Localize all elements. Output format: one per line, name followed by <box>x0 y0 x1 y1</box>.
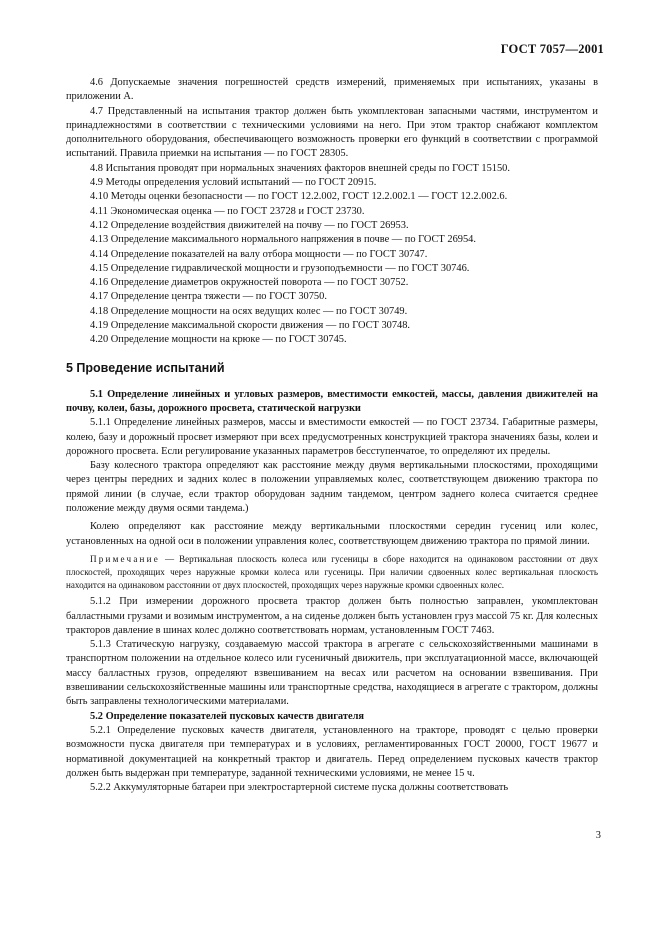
note-label: Примечание <box>90 553 160 564</box>
clause-4-6: 4.6 Допускаемые значения погрешностей средств измерений, применяемых при испытаниях, указаны в приложении А. <box>66 77 598 103</box>
page-body <box>66 76 598 795</box>
clause-4-7: 4.7 Представленный на испытания трактор должен быть укомплектован запасными частями, инструментом и принадлежностями в соответствии с техническими условиями на него. При этом трактор снабжают комплектом дополнительного оборудования, обеспечивающего возможность проверки его функций в соответствии с программой испытаний. Правила приемки на испытания — по ГОСТ 28305. <box>66 105 598 160</box>
subsection-5-1-title: 5.1 Определение линейных и угловых размеров, вместимости емкостей, массы, давления движителей на почву, колеи, базы, дорожного просвета, статической нагрузки <box>66 388 598 414</box>
clause-5-1-3: 5.1.3 Статическую нагрузку, создаваемую массой трактора в агрегате с сельскохозяйственными машинами в транспортном положении на отдельное колесо или гусеничный движитель, при эксплуатационной массе, включающей массу балластных грузов, определяют взвешиванием на весах или расчетом на основании взвешивания. При взвешивании сельскохозяйственные машины или транспортные средства, находящиеся в агрегате с трактором, должны быть заправлены технологическими материалами. <box>66 639 598 708</box>
clause-4-11: 4.11 Экономическая оценка — по ГОСТ 23728 и ГОСТ 23730. <box>90 205 365 217</box>
page-number: 3 <box>595 830 601 841</box>
clause-4-19: 4.19 Определение максимальной скорости движения — по ГОСТ 30748. <box>90 320 411 332</box>
section-5-title: 5 Проведение испытаний <box>66 360 225 375</box>
clause-4-20: 4.20 Определение мощности на крюке — по ГОСТ 30745. <box>90 334 347 346</box>
paragraph-wheelbase: Базу колесного трактора определяют как расстояние между двумя вертикальными плоскостями, проходящими через центры передних и задних колес в положении управляемых колес, соответствующем движению трактора по прямой линии (в случае, если трактор оборудован задним тандемом, центром заднего колеса считается среднее положение между двумя осями тандема.) <box>66 460 598 515</box>
clause-4-10: 4.10 Методы оценки безопасности — по ГОСТ 12.2.002, ГОСТ 12.2.002.1 — ГОСТ 12.2.002.6. <box>90 191 508 203</box>
clause-4-9: 4.9 Методы определения условий испытаний — по ГОСТ 20915. <box>90 177 377 189</box>
clause-4-13: 4.13 Определение максимального нормального напряжения в почве — по ГОСТ 26954. <box>90 234 476 246</box>
clause-4-8: 4.8 Испытания проводят при нормальных значениях факторов внешней среды по ГОСТ 15150. <box>90 162 510 174</box>
standard-code-header: ГОСТ 7057—2001 <box>500 42 604 56</box>
note-block <box>66 553 598 591</box>
paragraph-track-width: Колею определяют как расстояние между вертикальными плоскостями середин гусениц или колес, установленных на одной оси в положении управления колес, соответствующем движению трактора по прямой линии. <box>66 521 598 547</box>
clause-4-15: 4.15 Определение гидравлической мощности и грузоподъемности — по ГОСТ 30746. <box>90 262 470 274</box>
clause-4-14: 4.14 Определение показателей на валу отбора мощности — по ГОСТ 30747. <box>90 248 428 260</box>
note-text: — Вертикальная плоскость колеса или гусеницы в сборе находится на одинаковом расстоянии от двух плоскостей, проходящих через наружные кромки колеса или гусеницы. При наличии сдвоенных колес вертикальная плоскость находится на одинаковом расстоянии от двух плоскостей, проходящих через наружные кромки сдвоенных колес. <box>66 553 598 590</box>
clause-5-2-1: 5.2.1 Определение пусковых качеств двигателя, установленного на тракторе, проводят с целью проверки возможности пуска двигателя при температурах и в условиях, регламентированных ГОСТ 20000, ГОСТ 19677 и нормативной документацией на конкретный трактор и двигатель. Перед определением пусковых качеств трактор должен быть выдержан при температуре, заданной техническими условиями, не менее 15 ч. <box>66 724 598 779</box>
clause-4-16: 4.16 Определение диаметров окружностей поворота — по ГОСТ 30752. <box>90 277 409 289</box>
clause-5-1-2: 5.1.2 При измерении дорожного просвета трактор должен быть полностью заправлен, укомплектован балластными грузами и возимым инструментом, а на сиденье должен быть установлен груз массой 75 кг. Для колесных тракторов давление в шинах колес должно соответствовать нормам, установленным ГОСТ 7463. <box>66 596 598 636</box>
clause-5-1-1: 5.1.1 Определение линейных размеров, массы и вместимости емкостей — по ГОСТ 23734. Габаритные размеры, колею, базу и дорожный просвет измеряют при всех предусмотренных конструкцией трактора значениях базы, колеи и дорожного просвета. Если регулирование указанных параметров бесступенчатое, то определяют их пределы. <box>66 417 598 457</box>
subsection-5-2-title: 5.2 Определение показателей пусковых качеств двигателя <box>90 710 365 722</box>
clause-4-17: 4.17 Определение центра тяжести — по ГОСТ 30750. <box>90 291 327 303</box>
clause-4-12: 4.12 Определение воздействия движителей на почву — по ГОСТ 26953. <box>90 219 409 231</box>
clause-5-2-2: 5.2.2 Аккумуляторные батареи при электростартерной системе пуска должны соответствовать <box>90 782 509 794</box>
clause-4-18: 4.18 Определение мощности на осях ведущих колес — по ГОСТ 30749. <box>90 305 408 317</box>
